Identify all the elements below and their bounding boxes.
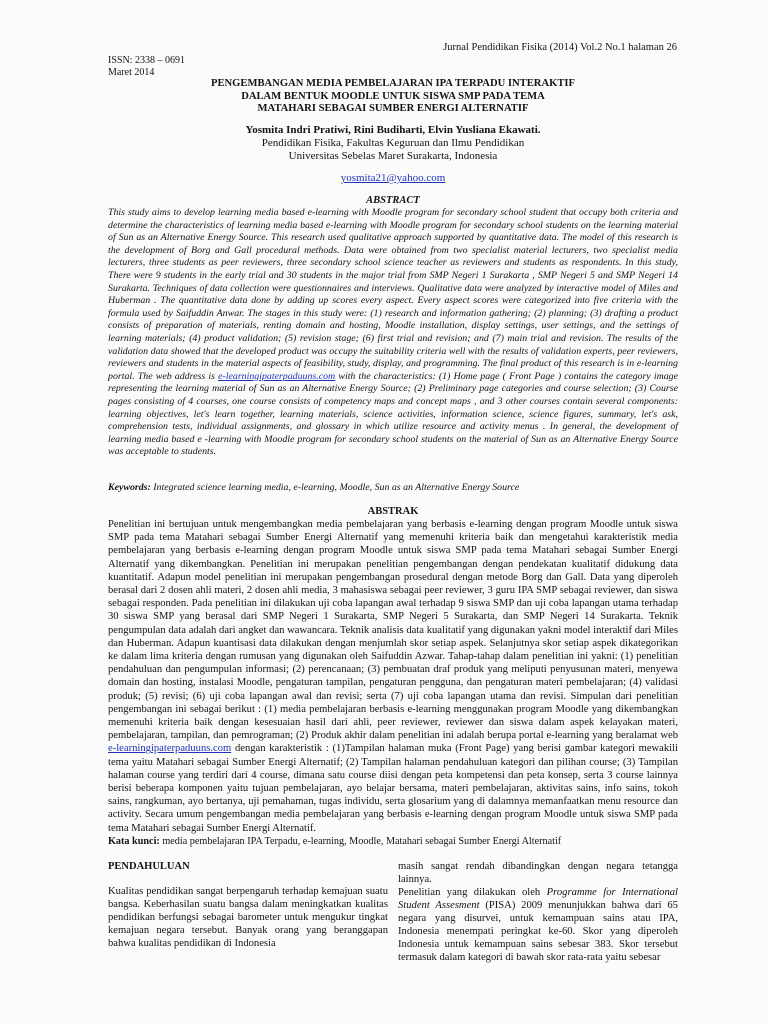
paper-title xyxy=(108,78,678,116)
abstract-text-2: with the characteristics: (1) Home page ( Front Page ) contains the category image representing the learning material of Sun as an Alternative Energy Source; (2) Preliminary page categories and course selection; (3) Course pages consisting of 4 courses, one course consists of competency maps and concept maps , and 3 other courses contain several components: learning objectives, let's learn together, learning materials, science activities, information science, science figures, summary, let's ask, comprehension tests, individual assignments, and glossary in which utilize resource and activity menus . In general, the development of learning media based e -learning with Moodle program for secondary school students on the material of Sun as an Alternative Energy Source was acceptable to students. xyxy=(108,370,678,458)
issue-date: Maret 2014 xyxy=(108,66,155,78)
abstract-heading: ABSTRACT xyxy=(366,195,420,206)
kata-kunci xyxy=(108,836,678,847)
abstract-url-link[interactable]: e-learningipaterpaduuns.com xyxy=(218,370,336,382)
pendahuluan-paragraph-1: Kualitas pendidikan sangat berpengaruh terhadap kemajuan suatu bangsa. Keberhasilan suatu bangsa dalam meningkatkan kualitas pendidikan berfungsi sebagai barometer untuk mengukur tingkat kemajuan negara tersebut. Banyak orang yang beranggapan bahwa kualitas pendidikan di Indonesia xyxy=(108,886,388,949)
email-line xyxy=(108,172,678,184)
abstract-body xyxy=(108,207,678,459)
title-line-1: PENGEMBANGAN MEDIA PEMBELAJARAN IPA TERPADU INTERAKTIF xyxy=(210,78,576,89)
authors: Yosmita Indri Pratiwi, Rini Budiharti, Elvin Yusliana Ekawati. xyxy=(245,124,541,136)
journal-header: Jurnal Pendidikan Fisika (2014) Vol.2 No.1 halaman 26 xyxy=(443,42,677,53)
issn: ISSN: 2338 – 0691 xyxy=(108,55,185,66)
abstrak-text-2: dengan karakteristik : (1)Tampilan halaman muka (Front Page) yang berisi gambar kategori mewakili tema yaitu Matahari sebagai Sumber Energi Alternatif; (2) Tampilan halaman pendahuluan kategori dan pilihan course; (3) Tampilan halaman course yang terdiri dari 4 course, dimana satu course diisi dengan peta kompetensi dan peta konsep, serta 3 course lainnya berisi beberapa komponen yaitu tujuan pembelajaran, ayo belajar bersama, materi pembelajaran, aktivitas sains, info sains, tokoh sains, rangkuman, ayo bertanya, uji pemahaman, tugas individu, serta glosarium yang di dalamnya memanfaatkan menu resource dan activity. Secara umum pengembangan media pembelajaran yang berbasis e-learning dengan program Moodle untuk siswa SMP pada tema Matahari sebagai Sumber Energi Alternatif. xyxy=(108,743,678,834)
left-column xyxy=(108,860,388,950)
keywords-label: Keywords: xyxy=(108,482,151,493)
p2-italic: Programme for International Student Assesment xyxy=(398,887,678,911)
p2-text-1: Penelitian yang dilakukan oleh xyxy=(398,887,547,898)
title-line-3: MATAHARI SEBAGAI SUMBER ENERGI ALTERNATIF xyxy=(257,103,529,114)
right-column xyxy=(398,860,678,964)
pendahuluan-paragraph-2 xyxy=(398,886,678,964)
katakunci-text: media pembelajaran IPA Terpadu, e-learning, Moodle, Matahari sebagai Sumber Energi Alternatif xyxy=(159,836,562,847)
abstrak-body xyxy=(108,518,678,835)
katakunci-label: Kata kunci: xyxy=(108,836,160,847)
abstrak-text-1: Penelitian ini bertujuan untuk mengembangkan media pembelajaran yang berbasis e-learning dengan program Moodle untuk siswa SMP pada tema Matahari sebagai Sumber Energi Alternatif yang memenuhi kriteria baik dan mengetahui karakteristik media pembelajaran yang berbasis e-learning dengan program Moodle untuk siswa SMP pada tema Matahari sebagai Sumber Energi Alternatif yang dikembangkan. Penelitian ini merupakan penelitian pengembangan dengan pendekatan kualitatif didukung data kuantitatif. Adapun model penelitian ini merupakan pengembangan prosedural dengan metode Borg dan Gall. Data yang diperoleh berasal dari 2 dosen ahli materi, 2 dosen ahli media, 3 mahasiswa sebagai peer reviewer, 3 guru IPA SMP sebagai reviewer, dan siswa sebagai responden. Pada penelitian ini dilakukan uji coba lapangan awal terhadap 9 siswa SMP dan uji coba lapangan utama terhadap 30 siswa SMP yang berasal dari SMP Negeri 1 Surakarta, SMP Negeri 5 Surakarta, dan SMP Negeri 14 Surakarta. Teknik pengumpulan data adalah dari angket dan wawancara. Teknik analisis data kualitatif yang digunakan yakni model interaktif dari Miles dan Huberman. Adapun kuantisasi data dilakukan dengan menjumlah skor setiap aspek. Selanjutnya skor setiap aspek dikategorikan ke dalam lima kriteria dengan rumusan yang digunakan oleh Saifuddin Azwar. Tahap-tahap dalam penelitian ini yakni: (1) penelitian pendahuluan dan pengumpulan informasi; (2) perencanaan; (3) pembuatan draf produk yang meliputi penyusunan materi, menyewa domain dan hosting, instalasi Moodle, pengaturan tampilan, pengaturan pengguna, dan pengaturan materi pembelajaran; (4) validasi produk; (5) revisi; (6) uji coba lapangan awal dan revisi; serta (7) uji coba lapangan utama dan revisi. Simpulan dari penelitian pengembangan ini sebagai berikut : (1) media pembelajaran berbasis e-learning menggunakan program Moodle yang dikembangkan memenuhi kriteria baik dengan kesesuaian hasil dari ahli, peer reviewer, reviewer dan siswa dalam aspek kelayakan materi, pembelajaran, tampilan, dan pemrograman; (2) Produk akhir dalam penelitian ini adalah berupa portal e-learning yang beralamat web xyxy=(108,519,678,742)
section-heading-pendahuluan: PENDAHULUAN xyxy=(108,861,190,872)
affiliation-line-2: Universitas Sebelas Maret Surakarta, Indonesia xyxy=(288,150,498,162)
abstrak-url-link[interactable]: e-learningipaterpaduuns.com xyxy=(108,743,232,755)
affiliation xyxy=(108,137,678,163)
keywords-text: Integrated science learning media, e-learning, Moodle, Sun as an Alternative Energy Source xyxy=(150,482,520,493)
title-line-2: DALAM BENTUK MOODLE UNTUK SISWA SMP PADA TEMA xyxy=(241,90,545,102)
abstrak-heading: ABSTRAK xyxy=(367,506,419,517)
keywords xyxy=(108,482,678,493)
affiliation-line-1: Pendidikan Fisika, Fakultas Keguruan dan Ilmu Pendidikan xyxy=(261,137,525,149)
abstract-text-1: This study aims to develop learning media based e-learning with Moodle program for secondary school student that occupy both criteria and determine the characteristics of learning media based e-learning with Moodle program for secondary school students on the learning material of Sun as an Alternative Energy Source. This research used qualitative approach supported by quantitative data. The model of this research is the development of Borg and Gall procedural methods. Data were obtained from two specialist material lecturers, two specialist media lecturers, three students as peer reviewers, three secondary school science teacher as reviewers and students as respondents. In this study, There were 9 students in the early trial and 30 students in the major trial from SMP Negeri 1 Surakarta , SMP Negeri 5 and SMP Negeri 14 Surakarta. Techniques of data collection were questionnaires and interviews. Qualitative data were analyzed by interactive model of Miles and Huberman . The quantitative data done by adding up scores every aspect. Every aspect scores were categorized into five criteria with the formula used by Saifuddin Anwar. The stages in this study were: (1) research and information gathering; (2) planning; (3) drafting a product consists of preparation of materials, renting domain and hosting, Moodle installation, display settings, user settings, and the settings of learning materials; (4) product validation; (5) revision stage; (6) first trial and revision; and (7) main trial and revision. The results of the validation data showed that the developed product was occupy the suitability criteria well with the results of validation experts, peer reviewers, reviewers and students in the material aspects of feasibility, study, display, and programming. The final product of this research is in e-learning portal. The web address is xyxy=(108,207,678,382)
p2-text-2: (PISA) 2009 menunjukkan bahwa dari 65 negara yang disurvei, untuk kemampuan sains atau IPA, Indonesia menempati peringkat ke-60. Skor yang diperoleh Indonesia untuk kemampuan sains sebesar 383. Skor tersebut termasuk dalam kategori di bawah skor rata-rata yaitu sebesar xyxy=(398,900,678,963)
author-email-link[interactable]: yosmita21@yahoo.com xyxy=(340,172,446,184)
issn-block xyxy=(108,55,185,78)
pendahuluan-paragraph-continued: masih sangat rendah dibandingkan dengan negara tetangga lainnya. xyxy=(398,861,678,885)
